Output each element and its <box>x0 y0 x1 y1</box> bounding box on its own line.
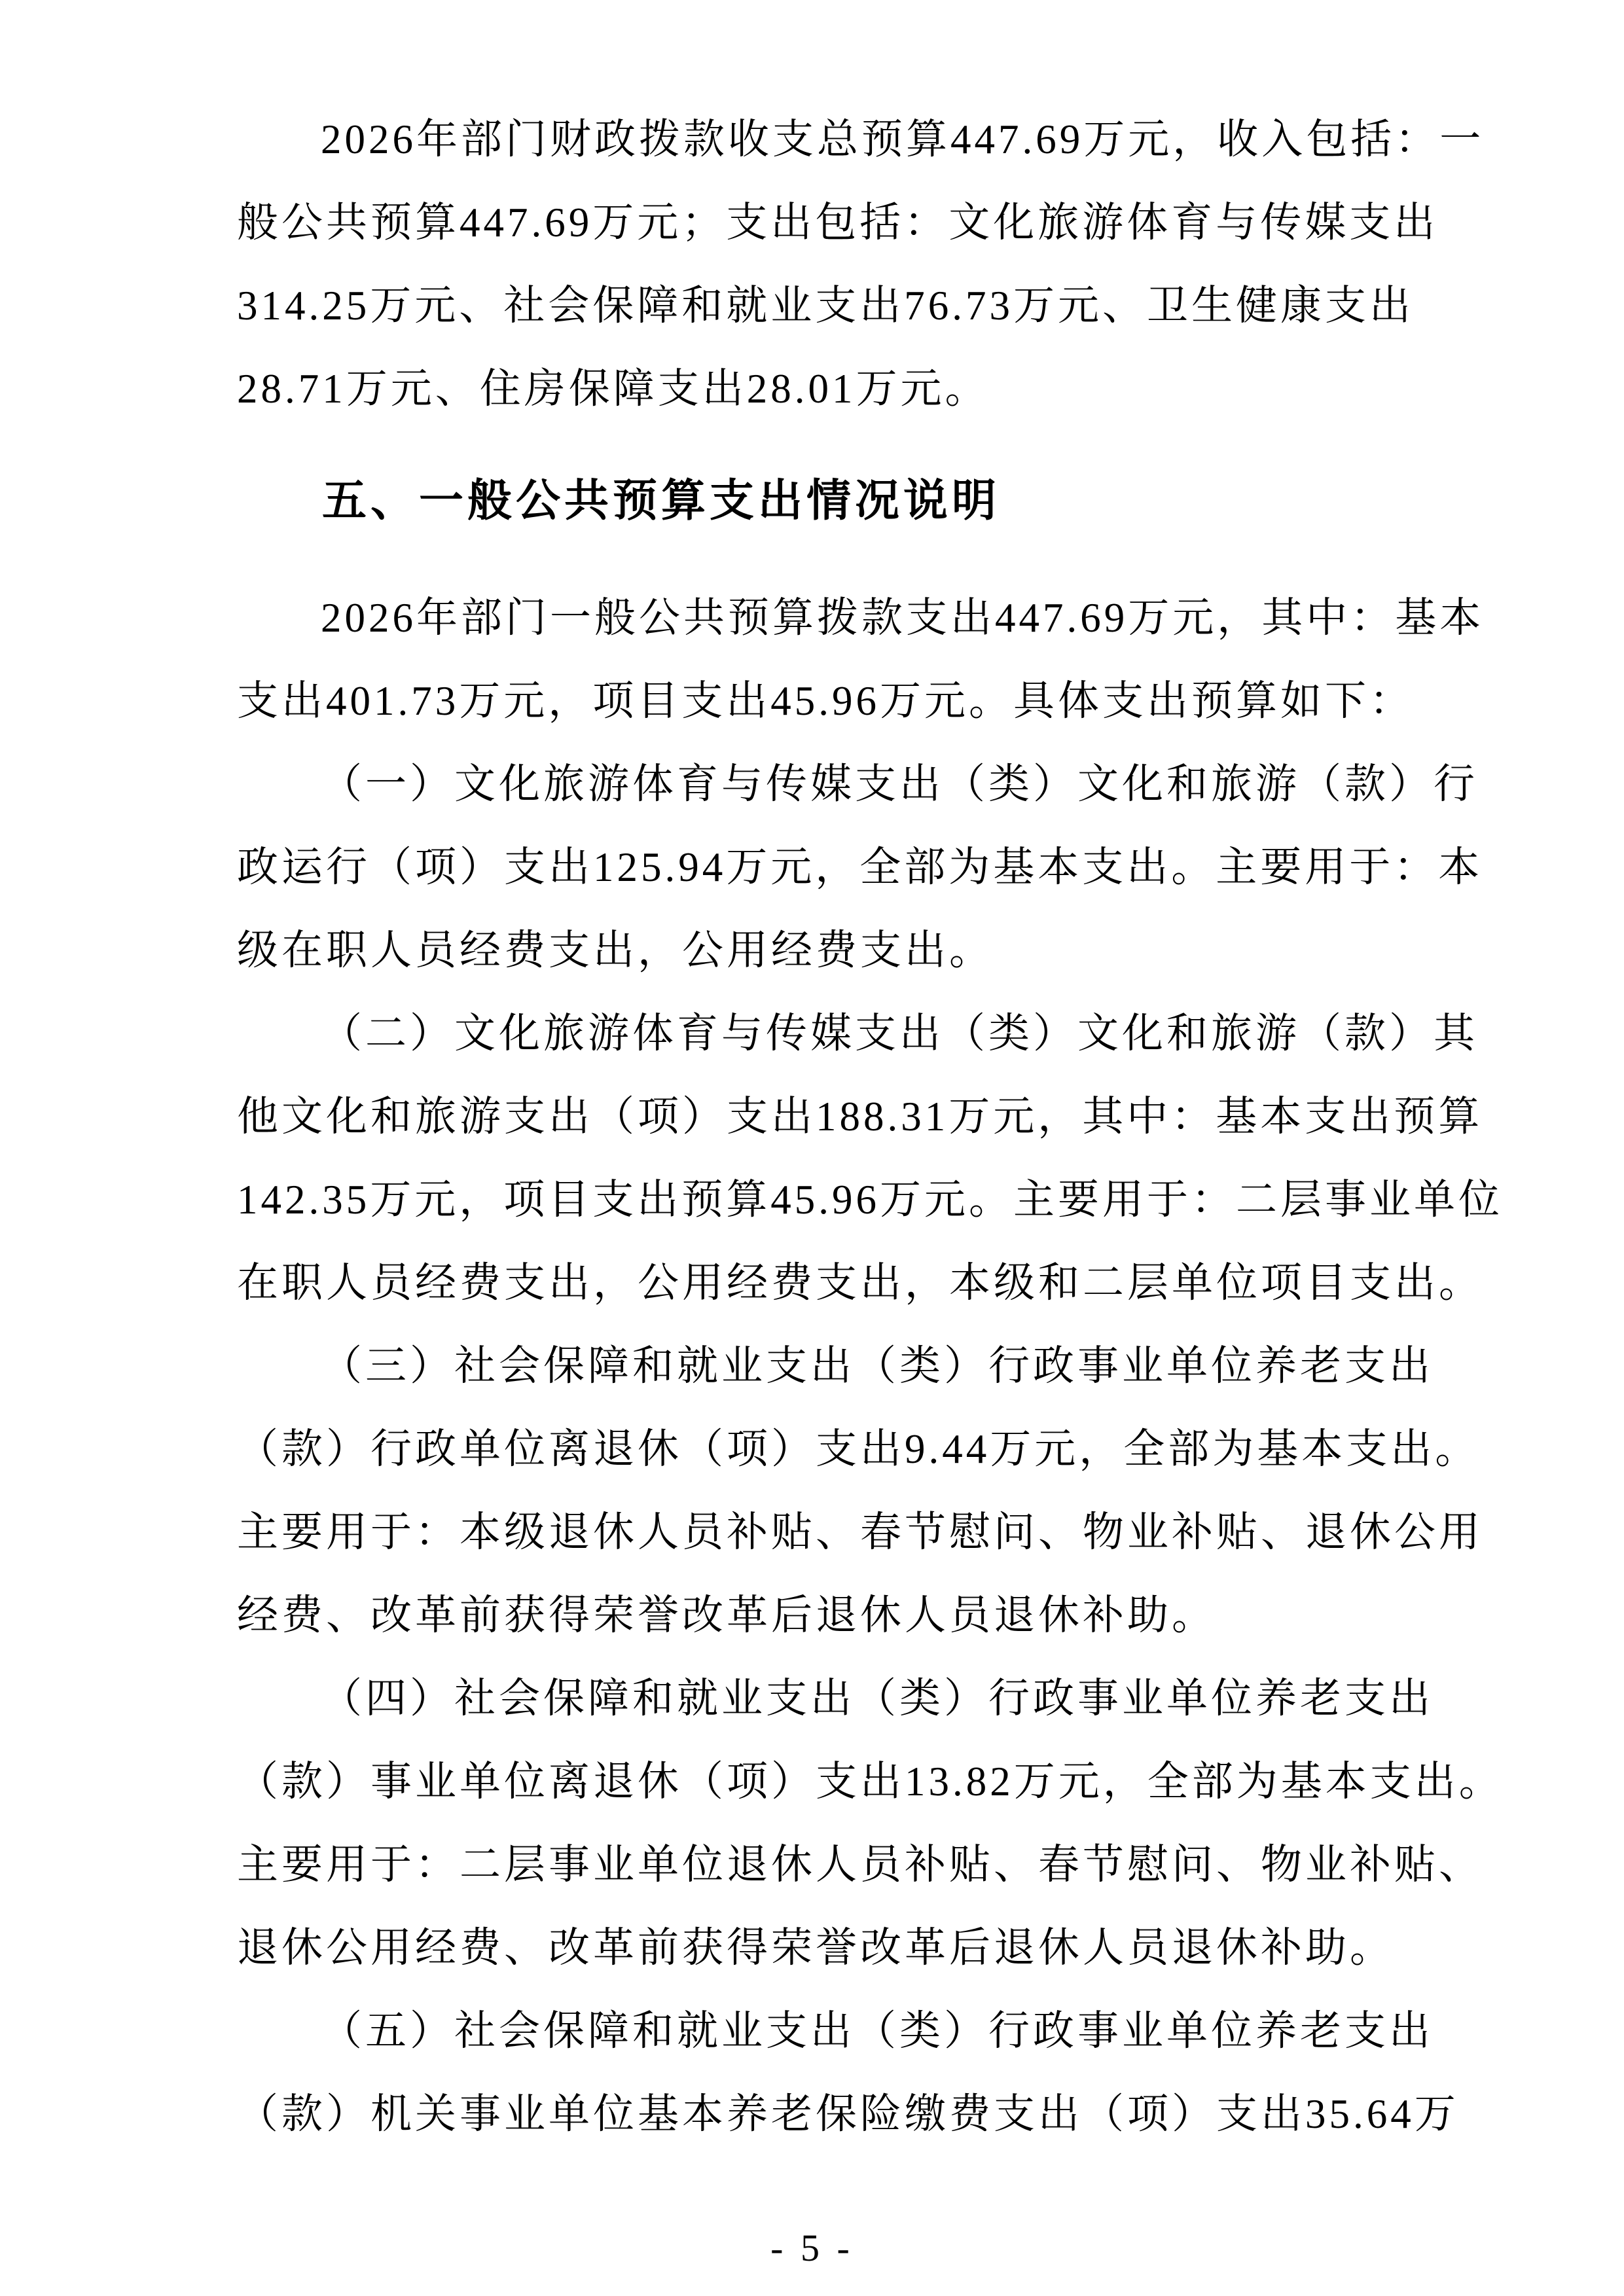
text-line: （一）文化旅游体育与传媒支出（类）文化和旅游（款）行 <box>321 761 1478 807</box>
text-line: （五）社会保障和就业支出（类）行政事业单位养老支出 <box>321 2008 1434 2054</box>
text-line: 退休公用经费、改革前获得荣誉改革后退休人员退休补助。 <box>237 1925 1394 1971</box>
text-line: （款）行政单位离退休（项）支出9.44万元，全部为基本支出。 <box>237 1426 1480 1472</box>
page-number: - 5 - <box>770 2227 854 2269</box>
text-line: 政运行（项）支出125.94万元，全部为基本支出。主要用于：本 <box>237 844 1483 890</box>
text-line: 经费、改革前获得荣誉改革后退休人员退休补助。 <box>237 1592 1216 1638</box>
text-line: （三）社会保障和就业支出（类）行政事业单位养老支出 <box>321 1343 1434 1389</box>
text-line: 142.35万元，项目支出预算45.96万元。主要用于：二层事业单位 <box>237 1177 1503 1223</box>
text-line: 主要用于：本级退休人员补贴、春节慰问、物业补贴、退休公用 <box>237 1509 1483 1555</box>
text-line: 2026年部门一般公共预算拨款支出447.69万元，其中：基本 <box>321 595 1485 641</box>
text-line: 2026年部门财政拨款收支总预算447.69万元，收入包括：一 <box>321 117 1485 162</box>
text-line: （二）文化旅游体育与传媒支出（类）文化和旅游（款）其 <box>321 1011 1478 1056</box>
text-line: 在职人员经费支出，公用经费支出，本级和二层单位项目支出。 <box>237 1260 1483 1306</box>
text-line: （四）社会保障和就业支出（类）行政事业单位养老支出 <box>321 1676 1434 1721</box>
text-line: 支出401.73万元，项目支出45.96万元。具体支出预算如下： <box>237 678 1414 724</box>
text-line: 他文化和旅游支出（项）支出188.31万元，其中：基本支出预算 <box>237 1094 1483 1139</box>
section-heading: 五、一般公共预算支出情况说明 <box>322 476 1001 526</box>
text-line: 主要用于：二层事业单位退休人员补贴、春节慰问、物业补贴、 <box>237 1842 1483 1888</box>
text-line: 般公共预算447.69万元；支出包括：文化旅游体育与传媒支出 <box>237 200 1439 245</box>
text-line: （款）机关事业单位基本养老保险缴费支出（项）支出35.64万 <box>237 2091 1459 2137</box>
text-line: 28.71万元、住房保障支出28.01万元。 <box>237 366 990 412</box>
text-line: 314.25万元、社会保障和就业支出76.73万元、卫生健康支出 <box>237 283 1414 329</box>
text-line: （款）事业单位离退休（项）支出13.82万元，全部为基本支出。 <box>237 1759 1504 1804</box>
text-line: 级在职人员经费支出，公用经费支出。 <box>237 927 994 973</box>
